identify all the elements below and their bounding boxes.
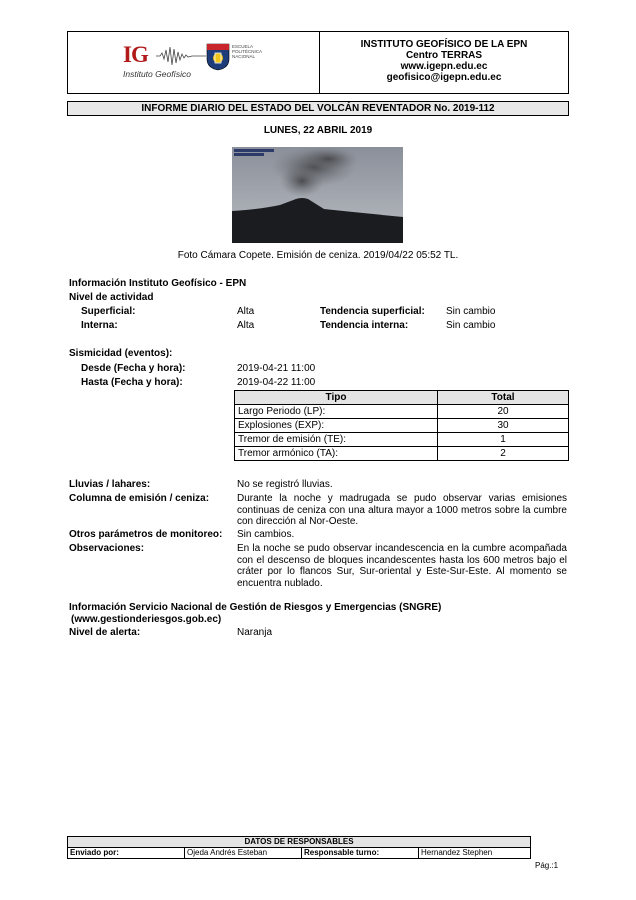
report-date: LUNES, 22 ABRIL 2019 bbox=[263, 125, 373, 136]
epn-shield-icon bbox=[206, 43, 230, 71]
epn-text-line: POLITÉCNICA bbox=[232, 49, 263, 54]
internal-trend-value: Sin cambio bbox=[446, 320, 496, 331]
institution-name: INSTITUTO GEOFÍSICO DE LA EPN bbox=[360, 39, 528, 50]
epn-text-line: ESCUELA bbox=[232, 44, 254, 49]
sngre-heading: Información Servicio Nacional de Gestión de Riesgos y Emergencias (SNGRE) bbox=[69, 602, 442, 613]
column-value: Durante la noche y madrugada se pudo observar varias emisiones continuas de ceniza con una altura mayor a 1000 metros sobre la cumbre con dirección al Nor-Oeste. bbox=[237, 493, 567, 527]
ig-info-heading: Información Instituto Geofísico - EPN bbox=[69, 278, 247, 289]
internal-value: Alta bbox=[237, 320, 255, 331]
event-total: 1 bbox=[438, 433, 569, 447]
photo-caption: Foto Cámara Copete. Emisión de ceniza. 2019/04/22 05:52 TL. bbox=[177, 250, 459, 261]
activity-heading: Nivel de actividad bbox=[69, 292, 154, 303]
rain-value: No se registró lluvias. bbox=[237, 479, 333, 490]
alert-value: Naranja bbox=[237, 627, 273, 638]
event-total: 30 bbox=[438, 419, 569, 433]
events-table-header bbox=[235, 391, 569, 405]
table-row bbox=[235, 405, 569, 419]
other-params-value: Sin cambios. bbox=[237, 529, 295, 540]
seismicity-heading: Sismicidad (eventos): bbox=[69, 348, 173, 359]
epn-logo-text bbox=[232, 44, 262, 59]
col-total: Total bbox=[438, 391, 569, 405]
observations-label: Observaciones: bbox=[69, 543, 145, 554]
sent-by-value: Ojeda Andrés Esteban bbox=[185, 848, 302, 859]
event-total: 20 bbox=[438, 405, 569, 419]
surface-label: Superficial: bbox=[81, 306, 136, 317]
table-row bbox=[235, 433, 569, 447]
column-label: Columna de emisión / ceniza: bbox=[69, 493, 210, 504]
shift-value: Hernandez Stephen bbox=[419, 848, 531, 859]
report-title: INFORME DIARIO DEL ESTADO DEL VOLCÁN REVENTADOR No. 2019-112 bbox=[67, 101, 569, 116]
event-type: Explosiones (EXP): bbox=[235, 419, 438, 433]
surface-trend-label: Tendencia superficial: bbox=[320, 306, 425, 317]
internal-trend-label: Tendencia interna: bbox=[320, 320, 409, 331]
email-link[interactable]: geofisico@igepn.edu.ec bbox=[386, 72, 502, 83]
page-number: Pág.:1 bbox=[535, 861, 559, 870]
event-type: Tremor armónico (TA): bbox=[235, 447, 438, 461]
events-table bbox=[234, 390, 569, 461]
rain-label: Lluvias / lahares: bbox=[69, 479, 151, 490]
event-type: Tremor de emisión (TE): bbox=[235, 433, 438, 447]
from-label: Desde (Fecha y hora): bbox=[81, 363, 186, 374]
responsables-header-row bbox=[68, 837, 531, 848]
seismograph-icon bbox=[156, 44, 206, 68]
ig-logo: IG bbox=[123, 42, 148, 67]
to-value: 2019-04-22 11:00 bbox=[237, 377, 316, 388]
table-row bbox=[68, 848, 531, 859]
surface-trend-value: Sin cambio bbox=[446, 306, 496, 317]
event-type: Largo Periodo (LP): bbox=[235, 405, 438, 419]
sent-by-label: Enviado por: bbox=[68, 848, 185, 859]
to-label: Hasta (Fecha y hora): bbox=[81, 377, 183, 388]
from-value: 2019-04-21 11:00 bbox=[237, 363, 316, 374]
col-type: Tipo bbox=[235, 391, 438, 405]
ig-logo-subtitle: Instituto Geofísico bbox=[123, 69, 192, 79]
shift-label: Responsable turno: bbox=[302, 848, 419, 859]
responsables-heading: DATOS DE RESPONSABLES bbox=[68, 837, 531, 848]
table-row bbox=[235, 419, 569, 433]
center-name: Centro TERRAS bbox=[405, 50, 483, 61]
institution-block bbox=[319, 39, 569, 83]
surface-value: Alta bbox=[237, 306, 255, 317]
volcano-photo bbox=[232, 147, 403, 243]
observations-value: En la noche se pudo observar incandescencia en la cumbre acompañada con el descenso de bloques incandescentes hasta los 600 metros bajo el cráter por lo flancos Sur, Sur-oriental y Este-Sur-Este. Al momento se encuentra nublado. bbox=[237, 543, 567, 589]
epn-text-line: NACIONAL bbox=[232, 54, 256, 59]
event-total: 2 bbox=[438, 447, 569, 461]
header-box bbox=[67, 31, 569, 94]
alert-label: Nivel de alerta: bbox=[69, 627, 141, 638]
website-link[interactable]: www.igepn.edu.ec bbox=[400, 61, 488, 72]
table-row bbox=[235, 447, 569, 461]
other-params-label: Otros parámetros de monitoreo: bbox=[69, 529, 223, 540]
internal-label: Interna: bbox=[81, 320, 118, 331]
sngre-website[interactable]: (www.gestionderiesgos.gob.ec) bbox=[71, 614, 222, 625]
responsables-table bbox=[67, 836, 531, 859]
